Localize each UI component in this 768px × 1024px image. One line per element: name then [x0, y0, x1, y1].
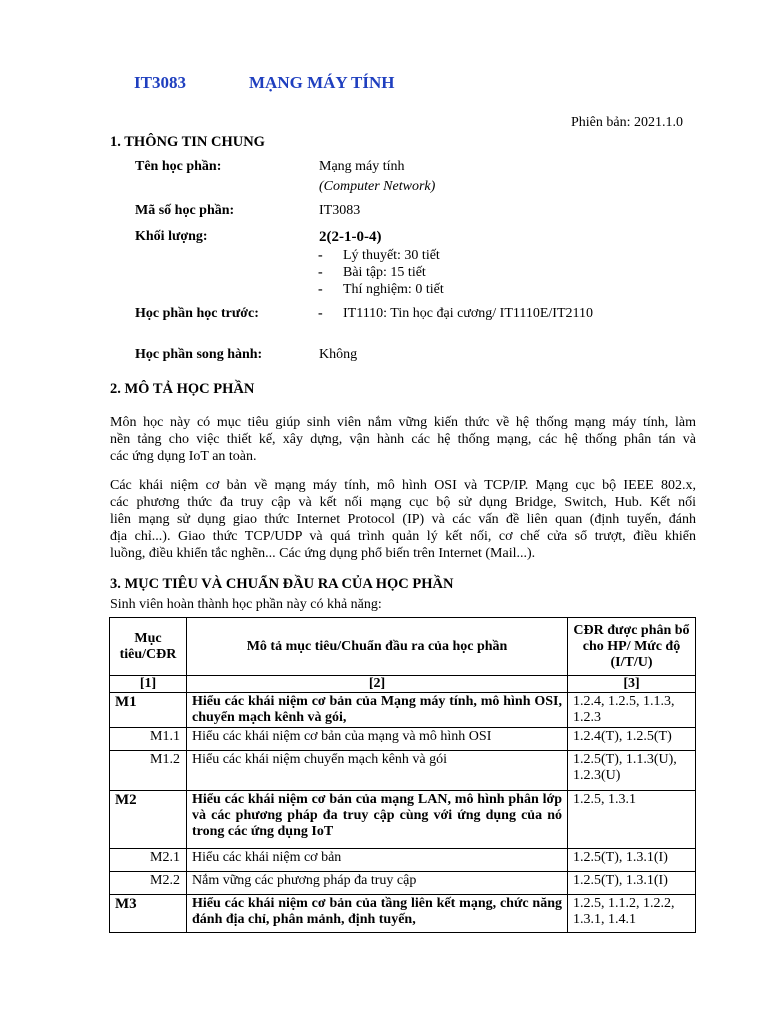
cdr-cell: 1.2.5, 1.3.1: [568, 791, 696, 849]
table-row: [110, 849, 696, 872]
objective-id-cell: M1.1: [110, 728, 187, 751]
header-cell: Mô tả mục tiêu/Chuẩn đầu ra của học phần: [187, 618, 568, 676]
section-1-heading: 1. THÔNG TIN CHUNG: [110, 134, 265, 150]
course-code: IT3083: [134, 73, 186, 92]
cdr-cell: 1.2.5(T), 1.1.3(U), 1.2.3(U): [568, 751, 696, 791]
code-value: IT3083: [319, 203, 361, 218]
credits-value: 2(2-1-0-4): [319, 229, 382, 245]
table-row: [110, 728, 696, 751]
parallel-value: Không: [319, 347, 358, 362]
prereq-label: Học phần học trước:: [135, 306, 259, 321]
section-3-heading: 3. MỤC TIÊU VÀ CHUẨN ĐẦU RA CỦA HỌC PHẦN: [110, 576, 454, 592]
objective-description-cell: Nắm vững các phương pháp đa truy cập: [187, 872, 568, 895]
bullet-dash: -: [318, 265, 323, 280]
credit-item: Bài tập: 15 tiết: [343, 265, 426, 280]
objective-description-cell: Hiểu các khái niệm cơ bản của tầng liên kết mạng, chức năng đánh địa chỉ, phân mảnh, định tuyến,: [187, 895, 568, 933]
cdr-cell: 1.2.5(T), 1.3.1(I): [568, 849, 696, 872]
paragraph-line: luồng, điều khiển tắc nghẽn... Các ứng dụng phổ biến trên Internet (Mail...).: [110, 546, 536, 561]
cdr-cell: 1.2.5, 1.1.2, 1.2.2, 1.3.1, 1.4.1: [568, 895, 696, 933]
objective-id-cell: M2.1: [110, 849, 187, 872]
objective-description-cell: Hiểu các khái niệm chuyển mạch kênh và gói: [187, 751, 568, 791]
index-cell: [1]: [110, 676, 187, 693]
header-cell: Mục tiêu/CĐR: [110, 618, 187, 676]
objective-description-cell: Hiểu các khái niệm cơ bản: [187, 849, 568, 872]
credit-item: Lý thuyết: 30 tiết: [343, 248, 440, 263]
version-label: Phiên bản: 2021.1.0: [571, 115, 683, 130]
table-index-row: [110, 676, 696, 693]
paragraph-line: Môn học này có mục tiêu giúp sinh viên nắm vững kiến thức về hệ thống mạng máy tính, làm: [110, 415, 696, 430]
paragraph-line: các ứng dụng IoT an toàn.: [110, 449, 257, 464]
table-header-row: [110, 618, 696, 676]
section-2-heading: 2. MÔ TẢ HỌC PHẦN: [110, 381, 255, 397]
table-row: [110, 872, 696, 895]
bullet-dash: -: [318, 282, 323, 297]
table-row: [110, 895, 696, 933]
course-title: MẠNG MÁY TÍNH: [249, 73, 395, 92]
section-3-intro: Sinh viên hoàn thành học phần này có khả năng:: [110, 597, 382, 612]
paragraph-line: các phương thức đa truy cập và kết nối mạng cục bộ sử dụng Bridge, Switch, Hub. Kết nối: [110, 495, 696, 510]
index-cell: [2]: [187, 676, 568, 693]
parallel-label: Học phần song hành:: [135, 347, 263, 362]
objective-id-cell: M2.2: [110, 872, 187, 895]
cdr-cell: 1.2.5(T), 1.3.1(I): [568, 872, 696, 895]
index-cell: [3]: [568, 676, 696, 693]
objective-description-cell: Hiểu các khái niệm cơ bản của mạng LAN, mô hình phân lớp và các phương pháp đa truy cập cùng với ứng dụng của nó trong các ứng dụng IoT: [187, 791, 568, 849]
code-label: Mã số học phần:: [135, 203, 235, 218]
objective-id-cell: M1.2: [110, 751, 187, 791]
name-value: Mạng máy tính: [319, 159, 405, 174]
objectives-table: [109, 617, 696, 933]
prereq-value: IT1110: Tin học đại cương/ IT1110E/IT2110: [343, 306, 593, 321]
table-row: [110, 751, 696, 791]
credit-item: Thí nghiệm: 0 tiết: [343, 282, 444, 297]
header-cell: CĐR được phân bổ cho HP/ Mức độ (I/T/U): [568, 618, 696, 676]
paragraph-line: nền tảng cho việc thiết kế, xây dựng, vận hành các hệ thống mạng, các hệ thống phân tán và: [110, 432, 696, 447]
objective-description-cell: Hiểu các khái niệm cơ bản của Mạng máy tính, mô hình OSI, chuyển mạch kênh và gói,: [187, 693, 568, 728]
bullet-dash: -: [318, 306, 323, 321]
objective-description-cell: Hiểu các khái niệm cơ bản của mạng và mô hình OSI: [187, 728, 568, 751]
bullet-dash: -: [318, 248, 323, 263]
objective-id-cell: M1: [110, 693, 187, 728]
paragraph-line: Các khái niệm cơ bản về mạng máy tính, mô hình OSI và TCP/IP. Mạng cục bộ IEEE 802.x,: [110, 478, 696, 493]
paragraph-line: địa chỉ...). Giao thức TCP/UDP và quá trình quản lý kết nối, cơ chế cửa sổ trượt, điều khiển: [110, 529, 696, 544]
credits-label: Khối lượng:: [135, 229, 208, 244]
cdr-cell: 1.2.4(T), 1.2.5(T): [568, 728, 696, 751]
objective-id-cell: M3: [110, 895, 187, 933]
name-label: Tên học phần:: [135, 159, 222, 174]
description-paragraph-1: [110, 414, 696, 465]
paragraph-line: liên mạng sử dụng giao thức Internet Protocol (IP) và các vấn đề liên quan (định tuyến, đánh: [110, 512, 696, 527]
description-paragraph-2: [110, 477, 696, 562]
cdr-cell: 1.2.4, 1.2.5, 1.1.3, 1.2.3: [568, 693, 696, 728]
table-row: [110, 693, 696, 728]
objective-id-cell: M2: [110, 791, 187, 849]
table-row: [110, 791, 696, 849]
name-english: (Computer Network): [319, 179, 436, 194]
